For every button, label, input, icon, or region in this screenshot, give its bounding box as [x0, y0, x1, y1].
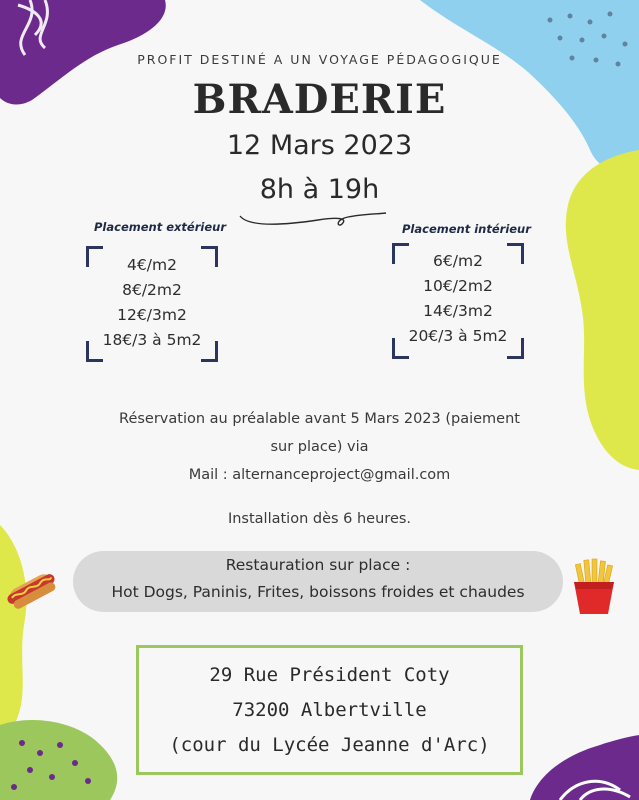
- outdoor-placement-title: Placement extérieur: [94, 220, 227, 234]
- event-hours: 8h à 19h: [259, 174, 380, 205]
- price-item: 12€/3m2: [117, 306, 187, 324]
- price-item: 6€/m2: [433, 252, 483, 270]
- installation-info: Installation dès 6 heures.: [227, 511, 412, 527]
- restauration-pill: [73, 551, 563, 612]
- reservation-info: [0, 405, 639, 489]
- tagline: PROFIT DESTINÉ A UN VOYAGE PÉDAGOGIQUE: [137, 52, 502, 67]
- address-box: [136, 645, 523, 775]
- underline-swirl: [238, 208, 388, 230]
- hot-dog-icon: [4, 565, 58, 613]
- event-date: 12 Mars 2023: [226, 130, 413, 161]
- contact-mail: Mail : alternanceproject@gmail.com: [188, 467, 451, 483]
- address-street: 29 Rue Président Coty: [209, 664, 450, 686]
- outdoor-price-box: [86, 246, 218, 362]
- green-blob-bottom-left: [0, 715, 125, 800]
- price-item: 14€/3m2: [423, 302, 493, 320]
- address-city: 73200 Albertville: [232, 699, 427, 721]
- price-item: 4€/m2: [127, 256, 177, 274]
- page-title: BRADERIE: [192, 76, 447, 123]
- yellow-blob-left: [0, 525, 40, 725]
- fries-icon: [570, 558, 618, 616]
- address-venue: (cour du Lycée Jeanne d'Arc): [169, 734, 490, 756]
- indoor-placement-title: Placement intérieur: [402, 222, 531, 236]
- reservation-line-1: Réservation au préalable avant 5 Mars 2023 (paiement: [119, 411, 520, 427]
- reservation-line-2: sur place) via: [270, 439, 369, 455]
- indoor-price-box: [392, 243, 524, 359]
- price-item: 10€/2m2: [423, 277, 493, 295]
- restauration-title: Restauration sur place :: [225, 556, 411, 574]
- price-item: 20€/3 à 5m2: [408, 327, 508, 345]
- price-item: 8€/2m2: [122, 281, 182, 299]
- price-item: 18€/3 à 5m2: [102, 331, 202, 349]
- purple-blob-bottom-right: [520, 735, 639, 800]
- restauration-items: Hot Dogs, Paninis, Frites, boissons froides et chaudes: [111, 583, 525, 601]
